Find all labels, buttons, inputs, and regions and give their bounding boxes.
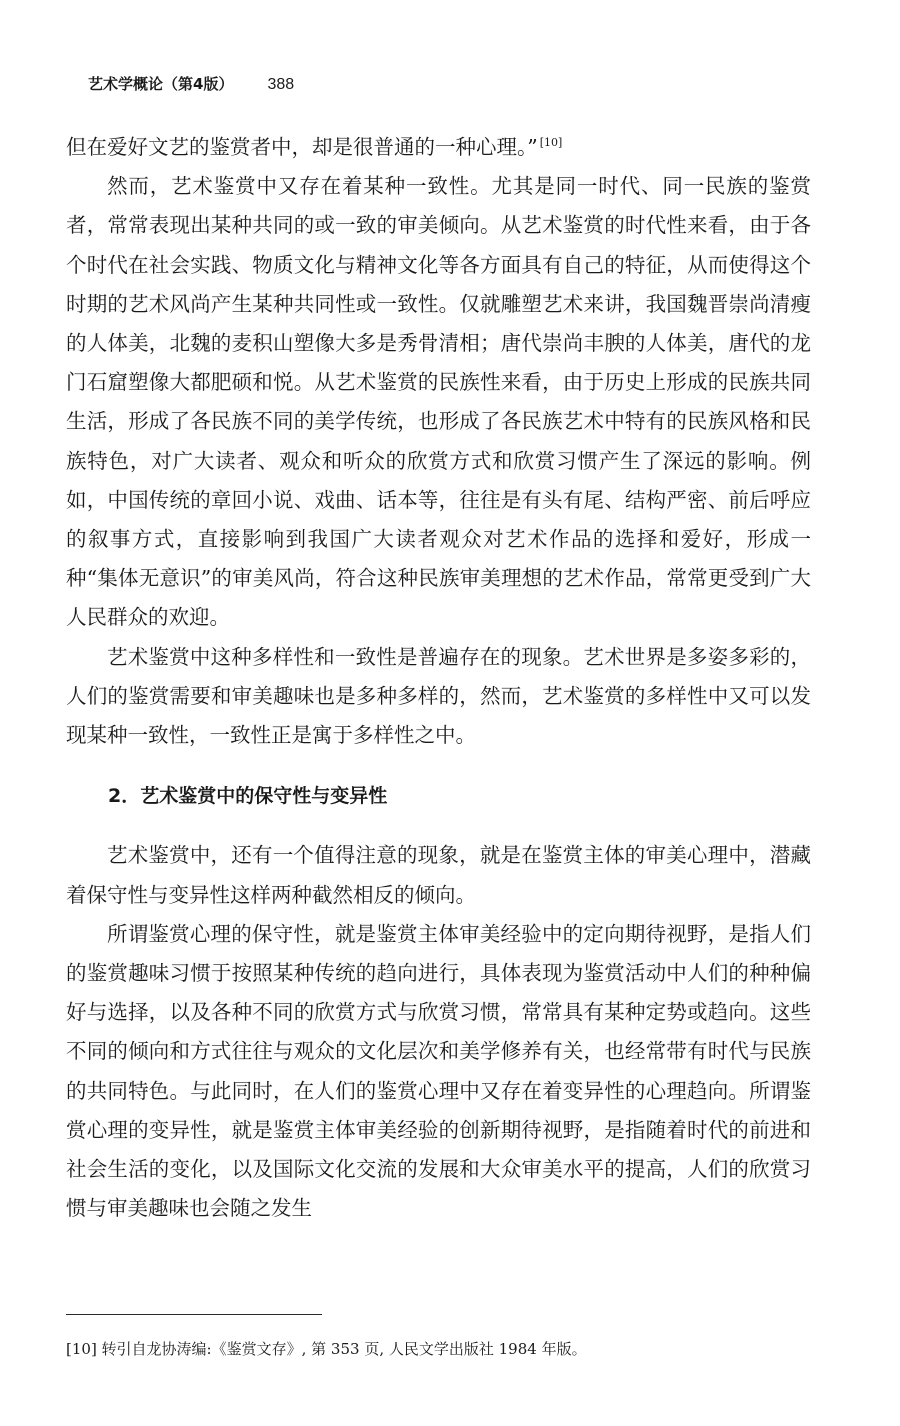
page-number: 388 <box>267 76 295 93</box>
spacer <box>66 755 811 777</box>
footnote-reference: [10] <box>539 136 563 149</box>
paragraph: 艺术鉴赏中，还有一个值得注意的现象，就是在鉴赏主体的审美心理中，潜藏着保守性与变异性这样两种截然相反的倾向。 <box>66 843 811 907</box>
footnote-divider <box>66 1314 322 1315</box>
footnote: [10] 转引自龙协涛编:《鉴赏文存》, 第 353 页, 人民文学出版社 1984 年版。 <box>66 1340 587 1358</box>
section-heading: 2．艺术鉴赏中的保守性与变异性 <box>108 785 388 808</box>
paragraph: 然而，艺术鉴赏中又存在着某种一致性。尤其是同一时代、同一民族的鉴赏者，常常表现出某种共同的或一致的审美倾向。从艺术鉴赏的时代性来看，由于各个时代在社会实践、物质文化与精神文化等各方面具有自己的特征，从而使得这个时期的艺术风尚产生某种共同性或一致性。仅就雕塑艺术来讲，我国魏晋崇尚清瘦的人体美，北魏的麦积山塑像大多是秀骨清相；唐代崇尚丰腴的人体美，唐代的龙门石窟塑像大都肥硕和悦。从艺术鉴赏的民族性来看，由于历史上形成的民族共同生活，形成了各民族不同的美学传统，也形成了各民族艺术中特有的民族风格和民族特色，对广大读者、观众和听众的欣赏方式和欣赏习惯产生了深远的影响。例如，中国传统的章回小说、戏曲、话本等，往往是有头有尾、结构严密、前后呼应的叙事方式，直接影响到我国广大读者观众对艺术作品的选择和爱好，形成一种“集体无意识”的审美风尚，符合这种民族审美理想的艺术作品，常常更受到广大人民群众的欢迎。 <box>66 174 811 630</box>
paragraph-continuation <box>66 128 811 167</box>
paragraph: 艺术鉴赏中这种多样性和一致性是普遍存在的现象。艺术世界是多姿多彩的，人们的鉴赏需要和审美趣味也是多种多样的，然而，艺术鉴赏的多样性中又可以发现某种一致性，一致性正是寓于多样性之中。 <box>66 644 811 748</box>
body-text <box>66 128 811 1228</box>
paragraph: 所谓鉴赏心理的保守性，就是鉴赏主体审美经验中的定向期待视野，是指人们的鉴赏趣味习惯于按照某种传统的趋向进行，具体表现为鉴赏活动中人们的种种偏好与选择，以及各种不同的欣赏方式与欣赏习惯，常常具有某种定势或趋向。这些不同的倾向和方式往往与观众的文化层次和美学修养有关，也经常带有时代与民族的共同特色。与此同时，在人们的鉴赏心理中又存在着变异性的心理趋向。所谓鉴赏心理的变异性，就是鉴赏主体审美经验的创新期待视野，是指随着时代的前进和社会生活的变化，以及国际文化交流的发展和大众审美水平的提高，人们的欣赏习惯与审美趣味也会随之发生 <box>66 921 811 1221</box>
running-header <box>88 72 294 97</box>
paragraph-text: 但在爱好文艺的鉴赏者中，却是很普通的一种心理。” <box>66 135 538 159</box>
book-title: 艺术学概论（第4版） <box>88 75 234 93</box>
spacer <box>66 816 811 836</box>
